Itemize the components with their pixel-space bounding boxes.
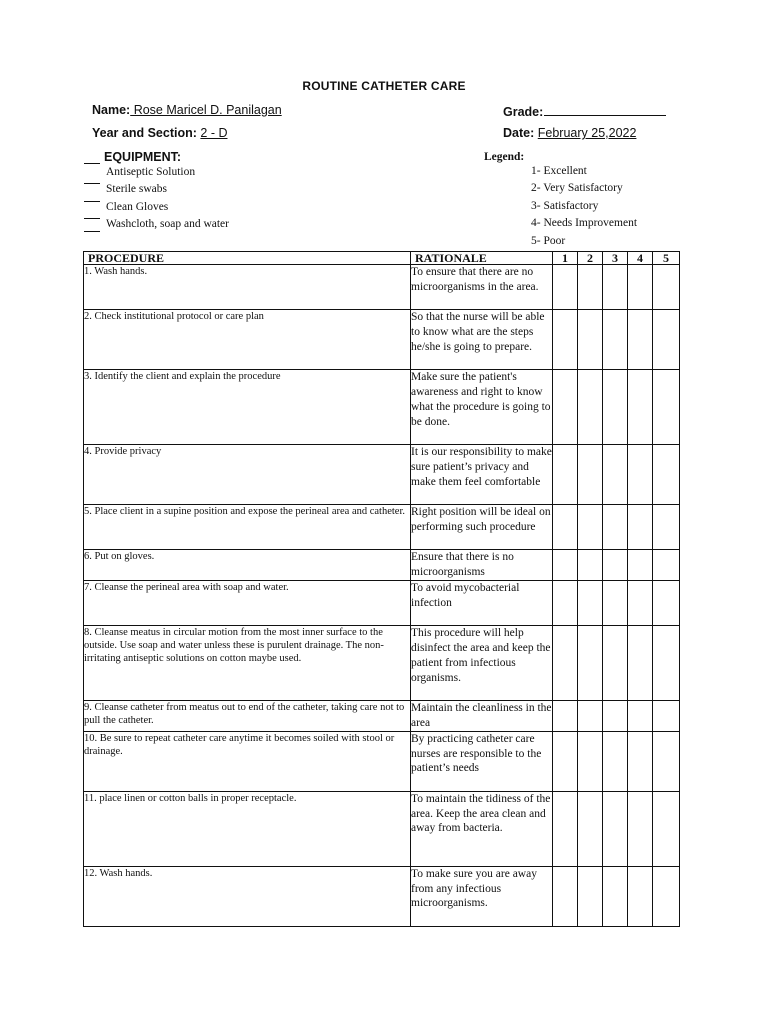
equipment-item <box>84 181 229 198</box>
score-header-4: 4 <box>628 252 653 265</box>
equipment-list <box>84 164 229 233</box>
score-cell-2[interactable] <box>578 550 603 581</box>
table-row <box>84 791 680 866</box>
legend-item: 3- Satisfactory <box>531 199 599 212</box>
score-cell-4[interactable] <box>628 625 653 700</box>
table-row <box>84 310 680 370</box>
legend-item: 1- Excellent <box>531 165 587 177</box>
score-cell-5[interactable] <box>653 370 680 445</box>
date-label: Date: <box>503 126 535 140</box>
rationale-cell: This procedure will help disinfect the area and keep the patient from infectious organisms. <box>411 625 553 700</box>
score-cell-2[interactable] <box>578 505 603 550</box>
score-cell-1[interactable] <box>553 550 578 581</box>
equipment-item-label: Clean Gloves <box>106 200 169 213</box>
score-cell-5[interactable] <box>653 310 680 370</box>
score-cell-3[interactable] <box>603 310 628 370</box>
equipment-item-label: Antiseptic Solution <box>106 166 196 178</box>
score-cell-1[interactable] <box>553 791 578 866</box>
score-cell-1[interactable] <box>553 731 578 791</box>
equipment-item <box>84 216 229 233</box>
score-header-1: 1 <box>553 252 578 265</box>
rationale-cell: To avoid mycobacterial infection <box>411 580 553 625</box>
equipment-item <box>84 199 229 216</box>
table-row <box>84 625 680 700</box>
rationale-cell: Right position will be ideal on performing such procedure <box>411 505 553 550</box>
procedure-cell: 10. Be sure to repeat catheter care anytime it becomes soiled with stool or drainage. <box>84 731 411 791</box>
rationale-cell: Ensure that there is no microorganisms <box>411 550 553 581</box>
table-row <box>84 700 680 731</box>
score-cell-3[interactable] <box>603 700 628 731</box>
score-cell-5[interactable] <box>653 445 680 505</box>
name-value: Rose Maricel D. Panilagan <box>130 103 282 117</box>
score-cell-1[interactable] <box>553 370 578 445</box>
table-header-row <box>84 252 680 265</box>
score-cell-5[interactable] <box>653 580 680 625</box>
date-field <box>503 126 636 140</box>
score-cell-2[interactable] <box>578 580 603 625</box>
procedure-cell: 9. Cleanse catheter from meatus out to end of the catheter, taking care not to pull the catheter. <box>84 700 411 731</box>
rationale-cell: So that the nurse will be able to know what are the steps he/she is going to prepare. <box>411 310 553 370</box>
year-section-label: Year and Section: <box>92 126 197 140</box>
rationale-cell: To ensure that there are no microorganisms in the area. <box>411 265 553 310</box>
equipment-item <box>84 164 229 181</box>
procedure-cell: 6. Put on gloves. <box>84 550 411 581</box>
score-cell-1[interactable] <box>553 580 578 625</box>
checkbox-blank-line <box>84 161 100 164</box>
procedure-cell: 7. Cleanse the perineal area with soap and water. <box>84 580 411 625</box>
score-header-3: 3 <box>603 252 628 265</box>
legend-title: Legend: <box>484 151 525 163</box>
score-cell-5[interactable] <box>653 505 680 550</box>
table-row <box>84 265 680 310</box>
score-cell-4[interactable] <box>628 580 653 625</box>
score-header-5: 5 <box>653 252 680 265</box>
score-cell-3[interactable] <box>603 580 628 625</box>
rationale-cell: To maintain the tidiness of the area. Keep the area clean and away from bacteria. <box>411 791 553 866</box>
procedure-cell: 8. Cleanse meatus in circular motion from the most inner surface to the outside. Use soap and water unless these is purulent drainage. The non-irritating antiseptic solutions on cotton maybe used. <box>84 625 411 700</box>
score-cell-1[interactable] <box>553 505 578 550</box>
score-cell-5[interactable] <box>653 700 680 731</box>
legend-list <box>531 163 637 250</box>
score-cell-5[interactable] <box>653 265 680 310</box>
grade-field <box>503 103 666 119</box>
table-row <box>84 731 680 791</box>
score-cell-2[interactable] <box>578 445 603 505</box>
score-cell-4[interactable] <box>628 866 653 926</box>
score-cell-4[interactable] <box>628 731 653 791</box>
checkbox-blank-line <box>84 199 100 202</box>
score-cell-2[interactable] <box>578 310 603 370</box>
year-section-value: 2 - D <box>200 126 228 140</box>
procedure-cell: 12. Wash hands. <box>84 866 411 926</box>
checkbox-blank-line <box>84 216 100 219</box>
score-cell-1[interactable] <box>553 700 578 731</box>
score-cell-4[interactable] <box>628 265 653 310</box>
score-cell-2[interactable] <box>578 700 603 731</box>
score-cell-3[interactable] <box>603 370 628 445</box>
rationale-cell: Make sure the patient's awareness and right to know what the procedure is going to be done. <box>411 370 553 445</box>
rationale-cell: It is our responsibility to make sure patient’s privacy and make them feel comfortable <box>411 445 553 505</box>
score-cell-1[interactable] <box>553 310 578 370</box>
score-cell-2[interactable] <box>578 791 603 866</box>
equipment-item-label: Sterile swabs <box>106 183 168 196</box>
score-cell-5[interactable] <box>653 625 680 700</box>
table-row <box>84 580 680 625</box>
score-cell-2[interactable] <box>578 866 603 926</box>
score-cell-3[interactable] <box>603 625 628 700</box>
document-title: ROUTINE CATHETER CARE <box>302 79 466 93</box>
score-cell-3[interactable] <box>603 731 628 791</box>
score-cell-3[interactable] <box>603 265 628 310</box>
table-row <box>84 445 680 505</box>
checkbox-blank-line <box>84 231 100 232</box>
score-cell-5[interactable] <box>653 731 680 791</box>
checkbox-blank-line <box>84 181 100 184</box>
date-value: February 25,2022 <box>537 126 637 140</box>
table-row <box>84 370 680 445</box>
rubric-table <box>83 251 680 927</box>
name-field <box>92 103 282 117</box>
procedure-cell: 11. place linen or cotton balls in proper receptacle. <box>84 791 411 866</box>
name-label: Name: <box>92 103 131 117</box>
score-cell-3[interactable] <box>603 550 628 581</box>
procedure-cell: 3. Identify the client and explain the procedure <box>84 370 411 445</box>
table-row <box>84 505 680 550</box>
score-cell-3[interactable] <box>603 445 628 505</box>
procedure-cell: 2. Check institutional protocol or care plan <box>84 310 411 370</box>
score-cell-5[interactable] <box>653 866 680 926</box>
year-section-field <box>92 126 227 140</box>
score-cell-4[interactable] <box>628 370 653 445</box>
equipment-item-label: Washcloth, soap and water <box>106 217 229 230</box>
procedure-cell: 5. Place client in a supine position and expose the perineal area and catheter. <box>84 505 411 550</box>
procedure-cell: 1. Wash hands. <box>84 265 411 310</box>
procedure-cell: 4. Provide privacy <box>84 445 411 505</box>
table-row <box>84 866 680 926</box>
score-cell-2[interactable] <box>578 625 603 700</box>
score-cell-2[interactable] <box>578 265 603 310</box>
table-row <box>84 550 680 581</box>
legend-item: 5- Poor <box>531 234 566 247</box>
rationale-cell: Maintain the cleanliness in the area <box>411 700 553 731</box>
equipment-title: EQUIPMENT: <box>104 150 182 164</box>
score-cell-1[interactable] <box>553 265 578 310</box>
score-cell-1[interactable] <box>553 445 578 505</box>
score-cell-5[interactable] <box>653 791 680 866</box>
score-cell-4[interactable] <box>628 310 653 370</box>
legend-item: 4- Needs Improvement <box>531 217 638 230</box>
score-cell-4[interactable] <box>628 791 653 866</box>
score-cell-4[interactable] <box>628 550 653 581</box>
score-cell-5[interactable] <box>653 550 680 581</box>
score-header-2: 2 <box>578 252 603 265</box>
score-cell-2[interactable] <box>578 370 603 445</box>
score-cell-4[interactable] <box>628 445 653 505</box>
procedure-header: PROCEDURE <box>84 252 411 265</box>
grade-label: Grade: <box>503 105 544 119</box>
grade-blank-line <box>544 103 666 116</box>
score-cell-1[interactable] <box>553 625 578 700</box>
score-cell-3[interactable] <box>603 791 628 866</box>
rationale-cell: To make sure you are away from any infectious microorganisms. <box>411 866 553 926</box>
score-cell-1[interactable] <box>553 866 578 926</box>
legend-item: 2- Very Satisfactory <box>531 182 623 195</box>
score-cell-3[interactable] <box>603 866 628 926</box>
rationale-cell: By practicing catheter care nurses are responsible to the patient’s needs <box>411 731 553 791</box>
score-cell-2[interactable] <box>578 731 603 791</box>
score-cell-4[interactable] <box>628 505 653 550</box>
rationale-header: RATIONALE <box>411 252 553 265</box>
score-cell-4[interactable] <box>628 700 653 731</box>
score-cell-3[interactable] <box>603 505 628 550</box>
